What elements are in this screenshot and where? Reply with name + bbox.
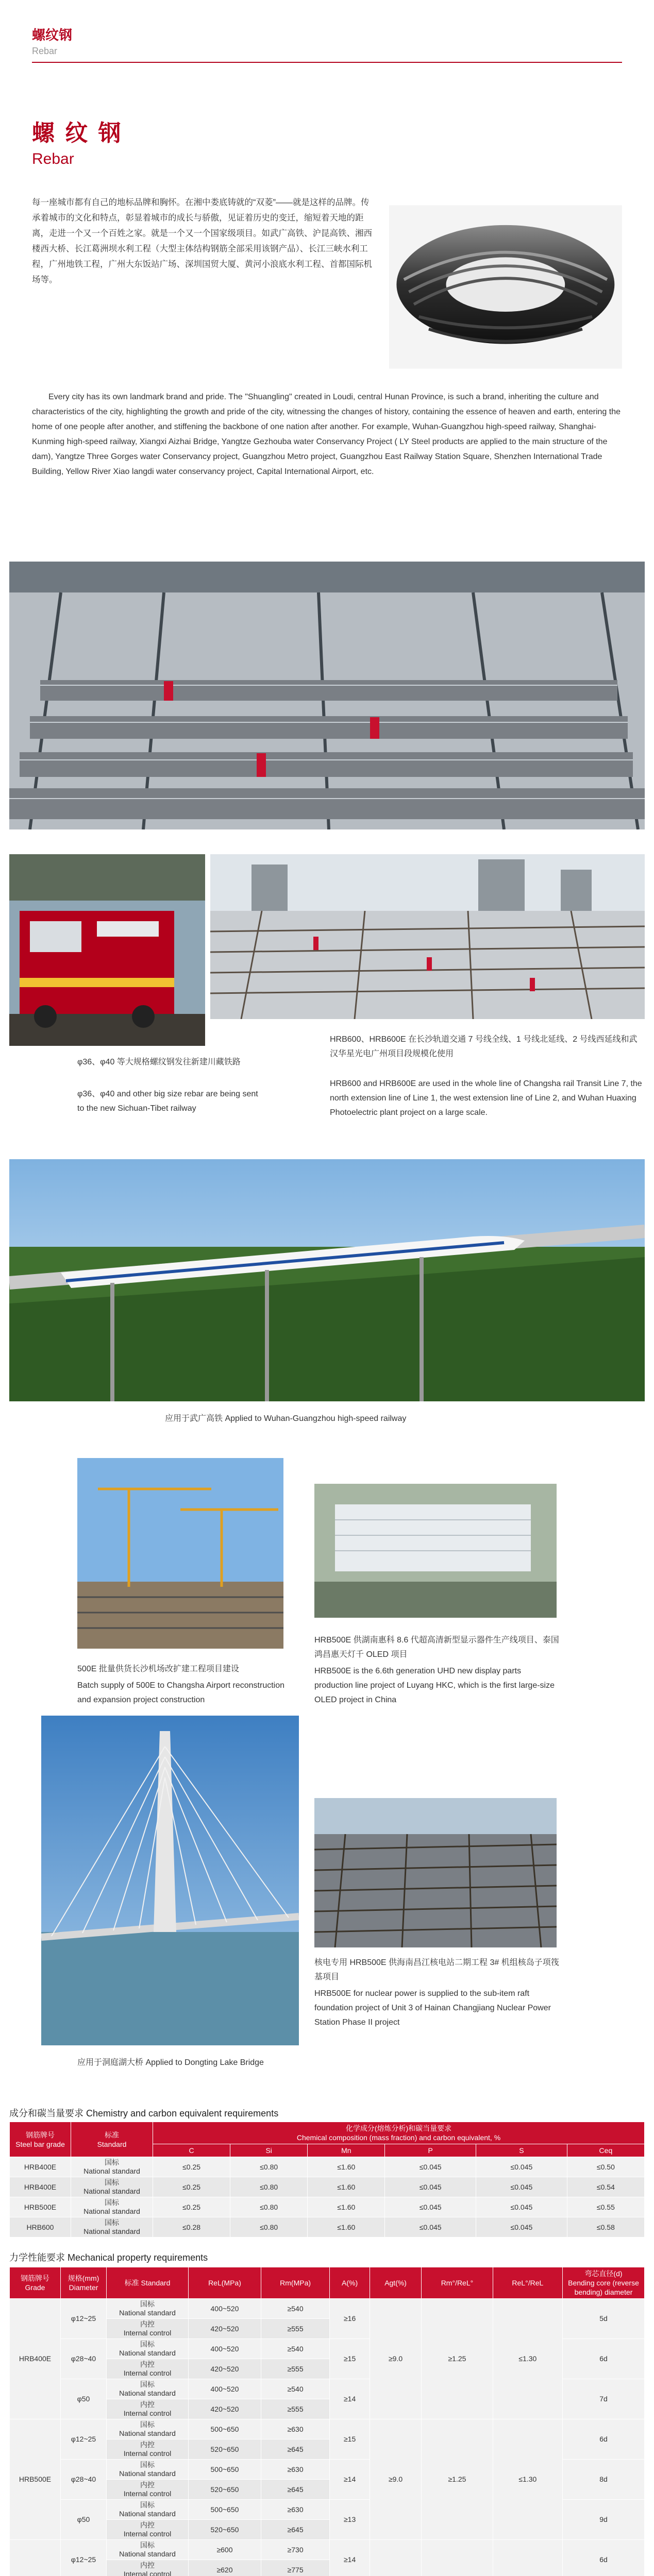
value-cell: ≤0.045 bbox=[476, 2217, 567, 2238]
value-cell: ≤0.80 bbox=[230, 2197, 308, 2217]
t2-header-agt: Agt(%) bbox=[370, 2267, 421, 2299]
standard-cell: 国标 National standard bbox=[107, 2339, 189, 2359]
diameter-cell: φ28~40 bbox=[61, 2460, 107, 2500]
sichuan-tibet-train-photo bbox=[9, 854, 205, 1046]
t1-col-header: Mn bbox=[308, 2144, 385, 2157]
agt-cell: ≥9.0 bbox=[370, 2299, 421, 2419]
metro-caption-cn: HRB600、HRB600E 在长沙轨道交通 7 号线全线、1 号线北延线、2 号线西延线和武汉华星光电广州项目段规模化使用 bbox=[330, 1035, 638, 1058]
rm-cell: ≥645 bbox=[261, 2439, 329, 2460]
rel-cell: 400~520 bbox=[189, 2299, 261, 2319]
standard-cell: 内控 Internal control bbox=[107, 2359, 189, 2379]
table-row bbox=[10, 2157, 645, 2177]
railway-caption: 应用于武广高铁 Applied to Wuhan-Guangzhou high-speed railway bbox=[165, 1414, 407, 1423]
value-cell: ≤0.58 bbox=[567, 2217, 644, 2238]
t2-header-diameter: 规格(mm) Diameter bbox=[61, 2267, 107, 2299]
rm-rel-cell: ≥1.25 bbox=[422, 2419, 493, 2540]
bending-cell: 7d bbox=[563, 2379, 645, 2419]
table-row bbox=[10, 2540, 645, 2560]
standard-cell: 国标 National standard bbox=[107, 2460, 189, 2480]
rel-cell: 520~650 bbox=[189, 2520, 261, 2540]
standard-cell: 内控 Internal control bbox=[107, 2560, 189, 2576]
product-title-en: Rebar bbox=[32, 150, 74, 167]
rel-cell: 400~520 bbox=[189, 2339, 261, 2359]
diameter-cell: φ50 bbox=[61, 2379, 107, 2419]
rm-cell: ≥630 bbox=[261, 2500, 329, 2520]
bending-cell: 9d bbox=[563, 2500, 645, 2540]
rm-cell: ≥775 bbox=[261, 2560, 329, 2576]
t2-header-rm: Rm(MPa) bbox=[261, 2267, 329, 2299]
value-cell: ≤0.045 bbox=[476, 2197, 567, 2217]
value-cell: ≤0.50 bbox=[567, 2157, 644, 2177]
rm-cell: ≥630 bbox=[261, 2419, 329, 2439]
standard-cell: 国标 National standard bbox=[71, 2157, 153, 2177]
a-cell: ≥14 bbox=[330, 2460, 370, 2500]
rel-cell: 500~650 bbox=[189, 2460, 261, 2480]
rel-cell: 420~520 bbox=[189, 2319, 261, 2339]
standard-cell: 国标 National standard bbox=[71, 2177, 153, 2197]
sichuan-caption-en: φ36、φ40 and other big size rebar are being sent to the new Sichuan-Tibet railway bbox=[77, 1090, 258, 1113]
t1-header-standard: 标准 Standard bbox=[71, 2122, 153, 2157]
rm-rel-cell bbox=[422, 2540, 493, 2576]
bending-cell: 6d bbox=[563, 2419, 645, 2460]
rel-cell: 420~520 bbox=[189, 2399, 261, 2419]
sichuan-caption-cn: φ36、φ40 等大规格螺纹钢发往新建川藏铁路 bbox=[77, 1058, 241, 1066]
value-cell: ≤0.25 bbox=[153, 2197, 230, 2217]
bending-cell: 8d bbox=[563, 2460, 645, 2500]
bending-cell: 6d bbox=[563, 2339, 645, 2379]
grade-cell: HRB400E bbox=[10, 2177, 71, 2197]
standard-cell: 内控 Internal control bbox=[107, 2520, 189, 2540]
rel-rel-cell: ≤1.30 bbox=[493, 2419, 562, 2540]
table-row bbox=[10, 2299, 645, 2319]
value-cell: ≤0.045 bbox=[385, 2217, 476, 2238]
table-row bbox=[10, 2419, 645, 2439]
a-cell: ≥14 bbox=[330, 2540, 370, 2576]
rm-cell: ≥555 bbox=[261, 2319, 329, 2339]
standard-cell: 国标 National standard bbox=[107, 2379, 189, 2399]
rm-cell: ≥645 bbox=[261, 2480, 329, 2500]
agt-cell: ≥9.0 bbox=[370, 2419, 421, 2540]
value-cell: ≤1.60 bbox=[308, 2177, 385, 2197]
rm-cell: ≥630 bbox=[261, 2460, 329, 2480]
rel-cell: ≥620 bbox=[189, 2560, 261, 2576]
oled-caption-cn: HRB500E 供湖南惠科 8.6 代超高清新型显示器件生产线项目、泰国鸿昌惠天灯千 OLED 项目 bbox=[314, 1636, 559, 1659]
rm-cell: ≥645 bbox=[261, 2520, 329, 2540]
rm-cell: ≥540 bbox=[261, 2379, 329, 2399]
grade-cell: HRB500E bbox=[10, 2419, 61, 2540]
table-row bbox=[10, 2217, 645, 2238]
airport-caption-cn: 500E 批量供货长沙机场改扩建工程项目建设 bbox=[77, 1665, 239, 1673]
diameter-cell: φ50 bbox=[61, 2500, 107, 2540]
value-cell: ≤0.80 bbox=[230, 2177, 308, 2197]
value-cell: ≤0.045 bbox=[385, 2157, 476, 2177]
value-cell: ≤0.25 bbox=[153, 2157, 230, 2177]
standard-cell: 内控 Internal control bbox=[107, 2319, 189, 2339]
grade-cell: HRB400E bbox=[10, 2157, 71, 2177]
mechanical-table bbox=[9, 2267, 645, 2576]
standard-cell: 国标 National standard bbox=[107, 2540, 189, 2560]
bending-cell: 6d bbox=[563, 2540, 645, 2576]
standard-cell: 内控 Internal control bbox=[107, 2439, 189, 2460]
value-cell: ≤1.60 bbox=[308, 2157, 385, 2177]
value-cell: ≤0.045 bbox=[476, 2177, 567, 2197]
value-cell: ≤0.28 bbox=[153, 2217, 230, 2238]
value-cell: ≤1.60 bbox=[308, 2197, 385, 2217]
a-cell: ≥14 bbox=[330, 2379, 370, 2419]
oled-caption-en: HRB500E is the 6.6th generation UHD new display parts production line project of Luyang HKC, which is the first large-size OLED project in China bbox=[314, 1667, 555, 1704]
grade-cell: HRB600 bbox=[10, 2217, 71, 2238]
rm-cell: ≥540 bbox=[261, 2299, 329, 2319]
t2-header-bending: 弯芯直径(d) Bending core (reverse bending) diameter bbox=[563, 2267, 645, 2299]
diameter-cell: φ12~25 bbox=[61, 2419, 107, 2460]
page-header bbox=[0, 0, 654, 57]
standard-cell: 内控 Internal control bbox=[107, 2399, 189, 2419]
dongting-bridge-photo bbox=[41, 1716, 299, 2045]
t1-col-header: P bbox=[385, 2144, 476, 2157]
intro-section bbox=[0, 63, 654, 372]
t2-header-rel: ReL(MPa) bbox=[189, 2267, 261, 2299]
a-cell: ≥15 bbox=[330, 2339, 370, 2379]
t2-header-a: A(%) bbox=[330, 2267, 370, 2299]
t2-header-rm-rel: Rm°/ReL° bbox=[422, 2267, 493, 2299]
product-title-cn: 螺 纹 钢 bbox=[32, 121, 123, 146]
rel-cell: 400~520 bbox=[189, 2379, 261, 2399]
standard-cell: 国标 National standard bbox=[107, 2419, 189, 2439]
standard-cell: 国标 National standard bbox=[71, 2197, 153, 2217]
rm-rel-cell: ≥1.25 bbox=[422, 2299, 493, 2419]
rm-cell: ≥730 bbox=[261, 2540, 329, 2560]
grade-cell: HRB500E bbox=[10, 2197, 71, 2217]
rel-cell: 520~650 bbox=[189, 2439, 261, 2460]
t1-header-grade: 钢筋牌号 Steel bar grade bbox=[10, 2122, 71, 2157]
chemistry-table bbox=[9, 2122, 645, 2238]
diameter-cell: φ12~25 bbox=[61, 2540, 107, 2576]
t2-header-grade: 钢筋牌号 Grade bbox=[10, 2267, 61, 2299]
rm-cell: ≥555 bbox=[261, 2359, 329, 2379]
value-cell: ≤0.045 bbox=[385, 2197, 476, 2217]
metro-caption-en: HRB600 and HRB600E are used in the whole line of Changsha rail Transit Line 7, the north extension line of Line 1, the west extension line of Line 2, and Wuhan Huaxing Photoelectric plant project on a large scale. bbox=[330, 1079, 642, 1117]
rm-cell: ≥540 bbox=[261, 2339, 329, 2359]
rel-cell: 420~520 bbox=[189, 2359, 261, 2379]
nuclear-raft-photo bbox=[314, 1798, 557, 1947]
t1-col-header: C bbox=[153, 2144, 230, 2157]
intro-text-cn: 每一座城市都有自己的地标品牌和胸怀。在湘中娄底铸就的“双菱”——就是这样的品牌。传承着城市的文化和特点，彰显着城市的成长与骄傲，见证着历史的变迁，缩短着天地的距离，走进一个又一个百姓之家。就是一个又一个国家级项目。如武广高铁、沪昆高铁、湘西楼西大桥、长江葛洲坝水利工程（大型主体结构钢筋全部采用该钢产品）、长江三峡水利工程，广州地铁工程，广州大东饭站广场、深圳国贸大厦、黄河小浪底水利工程、首都国际机场等。 bbox=[32, 198, 372, 284]
rel-cell: 520~650 bbox=[189, 2480, 261, 2500]
standard-cell: 内控 Internal control bbox=[107, 2480, 189, 2500]
t2-header-rel-rel: ReL°/ReL bbox=[493, 2267, 562, 2299]
a-cell: ≥13 bbox=[330, 2500, 370, 2540]
diameter-cell: φ12~25 bbox=[61, 2299, 107, 2339]
airport-caption-en: Batch supply of 500E to Changsha Airport reconstruction and expansion project construction bbox=[77, 1681, 285, 1704]
grade-cell bbox=[10, 2540, 61, 2576]
rebar-stack-photo bbox=[9, 562, 645, 829]
standard-cell: 国标 National standard bbox=[107, 2299, 189, 2319]
a-cell: ≥16 bbox=[330, 2299, 370, 2339]
nuclear-caption-cn: 核电专用 HRB500E 供海南昌江核电站二期工程 3# 机组核岛子项筏基项目 bbox=[314, 1958, 559, 1981]
t1-col-header: S bbox=[476, 2144, 567, 2157]
rel-rel-cell: ≤1.30 bbox=[493, 2299, 562, 2419]
agt-cell bbox=[370, 2540, 421, 2576]
intro-text-en: Every city has its own landmark brand and pride. The "Shuangling" created in Loudi, central Hunan Province, is such a brand, inheriting the culture and characteristics of the city, highlighting the growth and pride of the city, witnessing the changes of history, containing the essence of heaven and earth, entering the home of one people after another, and stiffening the backbone of one nation after another. For example, Wuhan-Guangzhou high-speed railway, Shanghai-Kunming high-speed railway, Xiangxi Aizhai Bridge, Yangtze Gezhouba water Conservancy Project ( LY Steel products are applied to the main structure of the dam), Yangtze Three Gorges water Conservancy project, Guangzhou Metro project, Guangzhou East Railway Station Square, Shenzhen International Trade Building, Yellow River Xiao langdi water conservancy project, Capital International Airport, etc. bbox=[32, 393, 621, 476]
t2-header-standard: 标准 Standard bbox=[107, 2267, 189, 2299]
table-row bbox=[10, 2177, 645, 2197]
header-title-cn: 螺纹钢 bbox=[32, 27, 73, 43]
value-cell: ≤0.045 bbox=[476, 2157, 567, 2177]
table2-title: 力学性能要求 Mechanical property requirements bbox=[9, 2252, 208, 2263]
high-speed-railway-photo bbox=[9, 1159, 645, 1401]
diameter-cell: φ28~40 bbox=[61, 2339, 107, 2379]
airport-construction-photo bbox=[77, 1458, 283, 1649]
value-cell: ≤0.80 bbox=[230, 2217, 308, 2238]
standard-cell: 国标 National standard bbox=[107, 2500, 189, 2520]
header-title-en: Rebar bbox=[32, 46, 58, 56]
t1-col-header: Si bbox=[230, 2144, 308, 2157]
value-cell: ≤0.25 bbox=[153, 2177, 230, 2197]
bridge-caption: 应用于洞庭湖大桥 Applied to Dongting Lake Bridge bbox=[77, 2058, 264, 2067]
rel-cell: 500~650 bbox=[189, 2419, 261, 2439]
value-cell: ≤1.60 bbox=[308, 2217, 385, 2238]
value-cell: ≤0.045 bbox=[385, 2177, 476, 2197]
value-cell: ≤0.80 bbox=[230, 2157, 308, 2177]
rel-rel-cell bbox=[493, 2540, 562, 2576]
grade-cell: HRB400E bbox=[10, 2299, 61, 2419]
oled-plant-photo bbox=[314, 1484, 557, 1618]
a-cell: ≥15 bbox=[330, 2419, 370, 2460]
t1-header-composition: 化学成分(熔炼分析)和碳当量要求 Chemical composition (mass fraction) and carbon equivalent, % bbox=[153, 2122, 645, 2144]
rel-cell: 500~650 bbox=[189, 2500, 261, 2520]
rm-cell: ≥555 bbox=[261, 2399, 329, 2419]
bending-cell: 5d bbox=[563, 2299, 645, 2339]
t1-col-header: Ceq bbox=[567, 2144, 644, 2157]
standard-cell: 国标 National standard bbox=[71, 2217, 153, 2238]
table-row bbox=[10, 2197, 645, 2217]
table1-title: 成分和碳当量要求 Chemistry and carbon equivalent requirements bbox=[9, 2108, 279, 2119]
metro-construction-photo bbox=[210, 854, 645, 1019]
rel-cell: ≥600 bbox=[189, 2540, 261, 2560]
rebar-coil-photo bbox=[389, 202, 622, 372]
value-cell: ≤0.54 bbox=[567, 2177, 644, 2197]
nuclear-caption-en: HRB500E for nuclear power is supplied to the sub-item raft foundation project of Unit 3 of Hainan Changjiang Nuclear Power Station Phase II project bbox=[314, 1989, 551, 2027]
value-cell: ≤0.55 bbox=[567, 2197, 644, 2217]
